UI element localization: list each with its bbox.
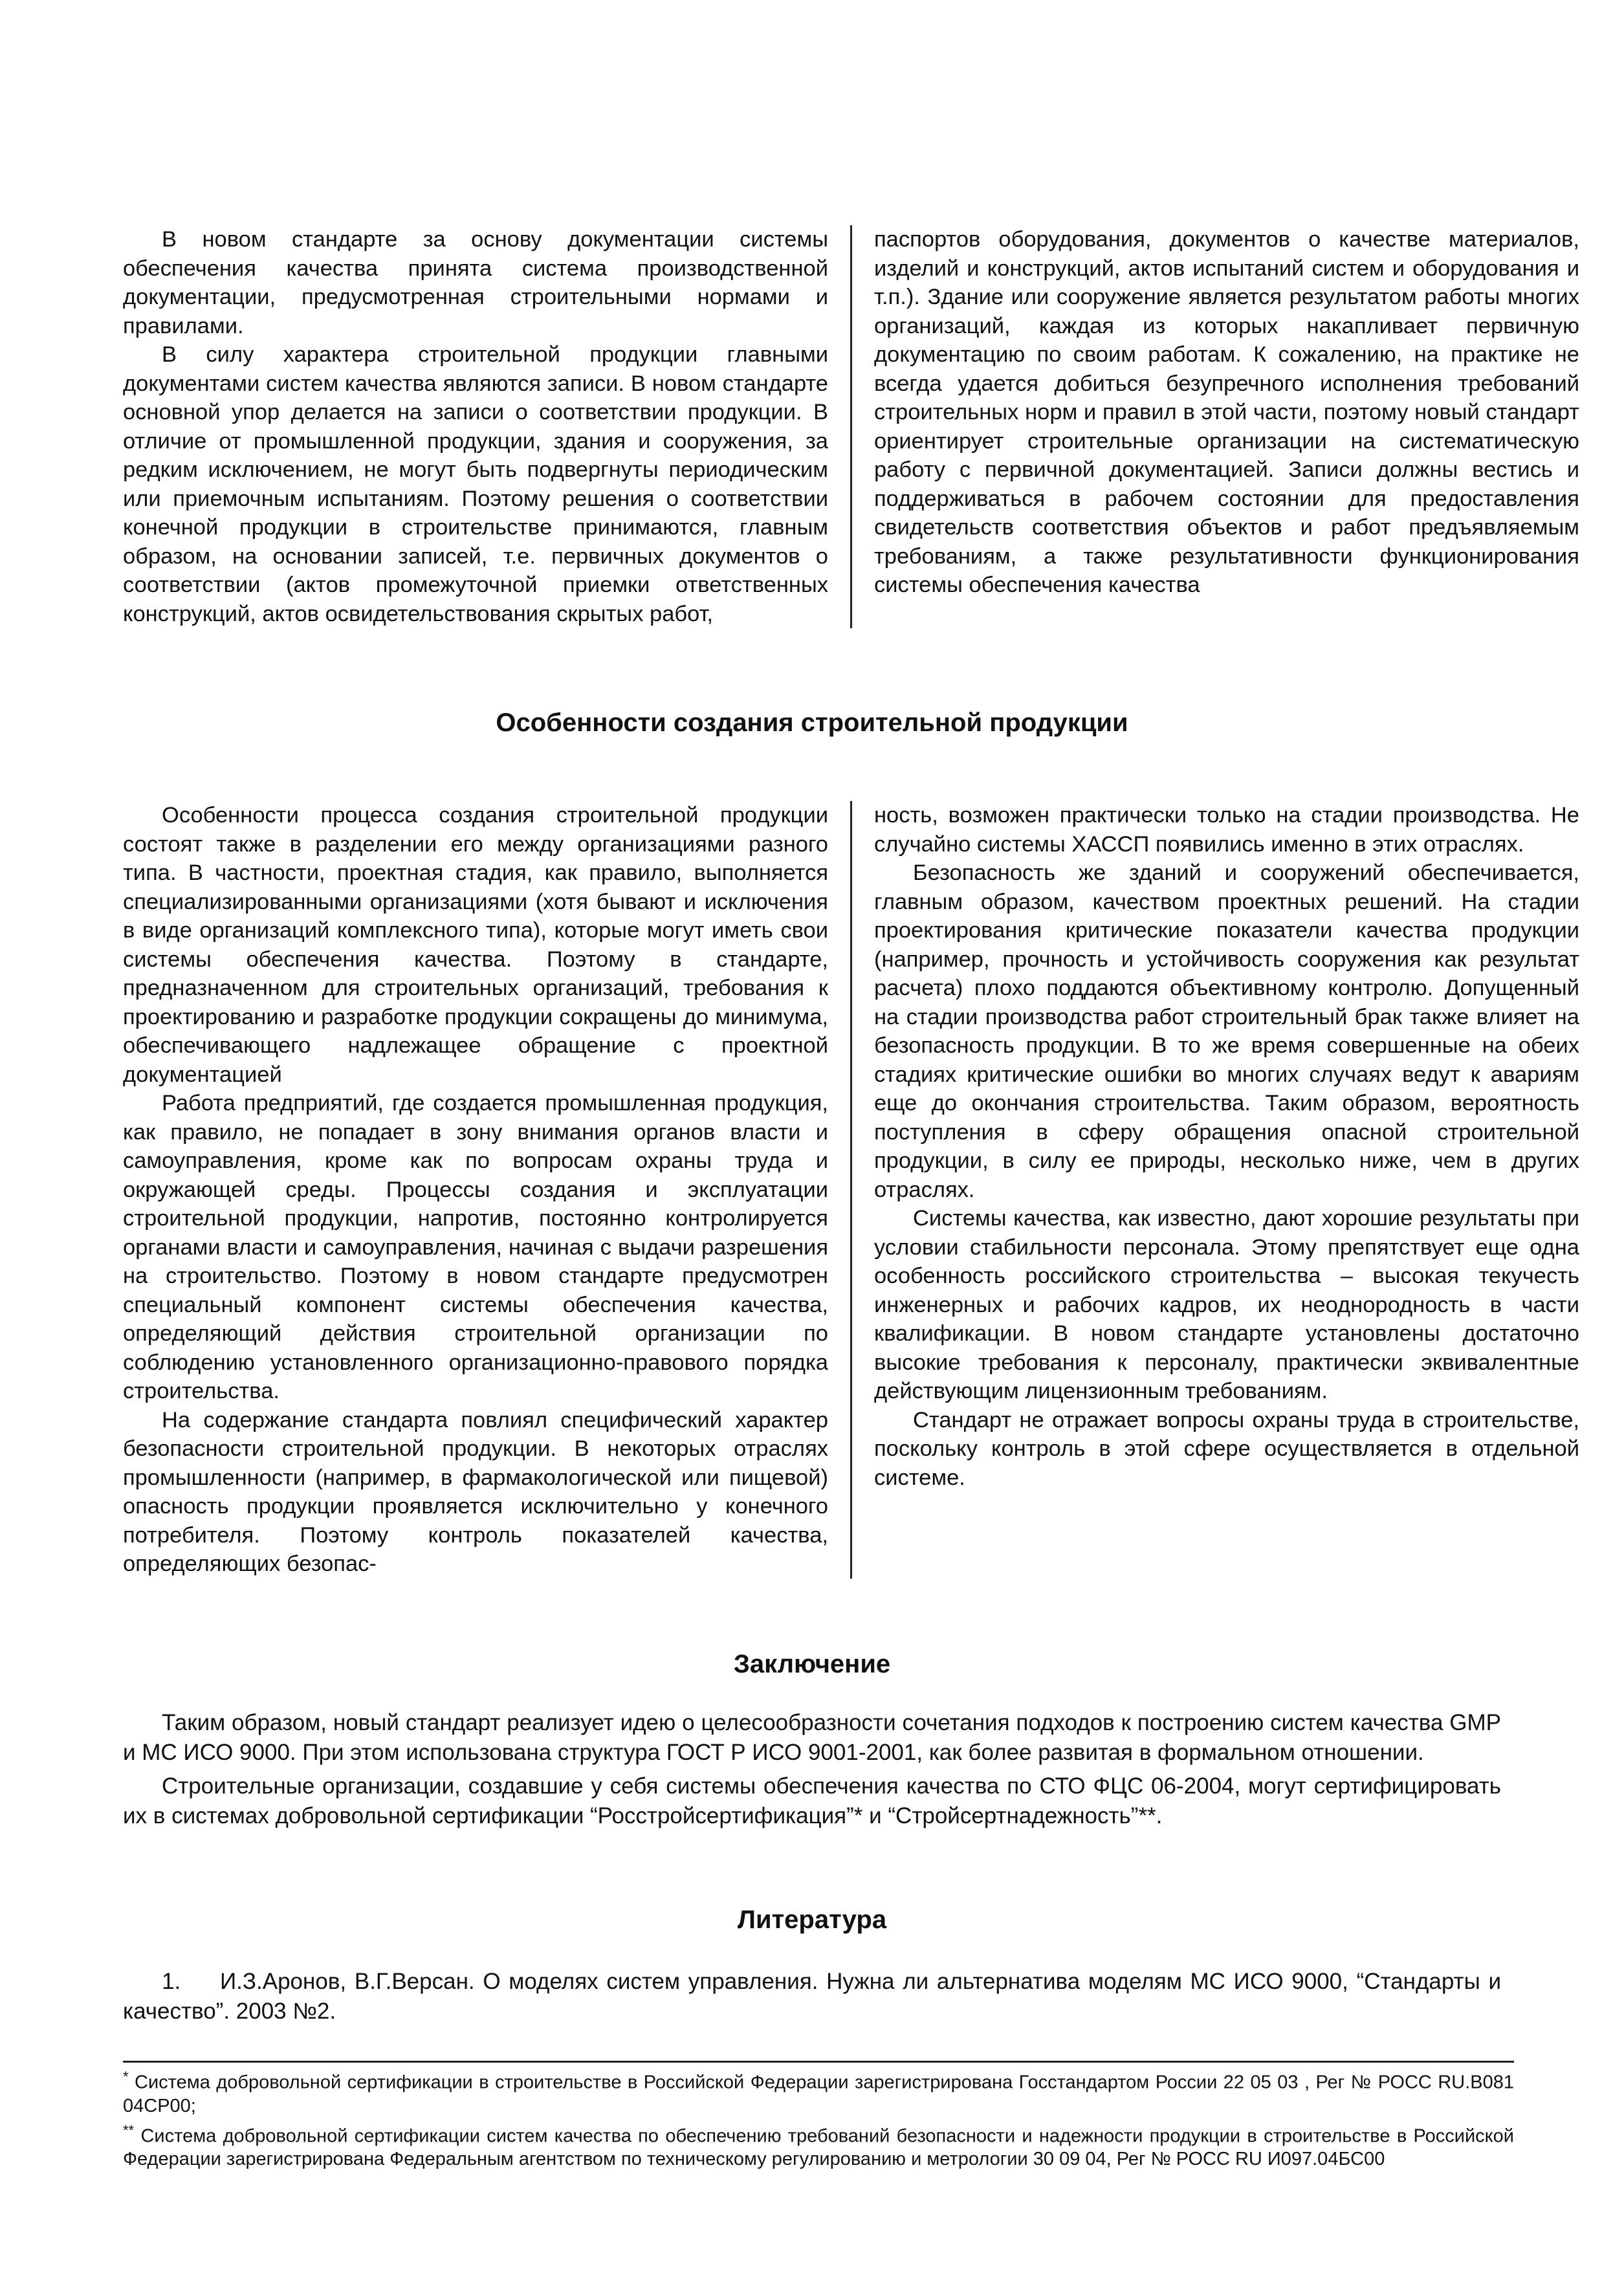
paragraph: Безопасность же зданий и сооружений обеспечивается, главным образом, качеством проектных решений. На стадии проектирования критические показатели качества продукции (например, прочность и устойчивость сооружения как результат расчета) плохо поддаются объективному контролю. Допущенный на стадии производства работ строительный брак также влияет на безопасность продукции. В то же время совершенные на обеих стадиях критические ошибки во многих случаях ведут к авариям еще до окончания строительства. Таким образом, вероятность поступления в сферу обращения опасной строительной продукции, в силу ее природы, несколько ниже, чем в других отраслях. — [874, 861, 1579, 1202]
literature-item-number: 1. — [162, 1969, 181, 1994]
conclusion-heading: Заключение — [733, 1650, 891, 1678]
footnotes — [123, 2065, 1514, 2172]
footnote — [123, 2065, 1514, 2118]
paragraph: В силу характера строительной продукции главными документами систем качества являются записи. В новом стандарте основной упор делается на записи о соответствии продукции. В отличие от промышленной продукции, здания и сооружения, за редким исключением, не могут быть подвергнуты периодическим или приемочным испытаниям. Поэтому решения о соответствии конечной продукции в строительстве принимаются, главным образом, на основании записей, т.е. первичных документов о соответствии (актов промежуточной приемки ответственных конструкций, актов освидетельствования скрытых работ, — [123, 342, 828, 626]
footnote — [123, 2119, 1514, 2171]
footnote-text: Система добровольной сертификации в строительстве в Российской Федерации зарегистрирована Госстандартом России 22 05 03 , Рег № РОСС RU.В081 04СР00; — [123, 2072, 1514, 2116]
paragraph: паспортов оборудования, документов о качестве материалов, изделий и конструкций, актов испытаний систем и оборудования и т.п.). Здание или сооружение является результатом работы многих организаций, каждая из которых накапливает первичную документацию по своим работам. К сожалению, на практике не всегда удается добиться безупречного исполнения требований строительных норм и правил в этой части, поэтому новый стандарт ориентирует строительные организации на систематическую работу с первичной документацией. Записи должны вестись и поддерживаться в рабочем состоянии для предоставления свидетельств соответствия объектов и работ предъявляемым требованиям, а также результативности функционирования системы обеспечения качества — [874, 227, 1579, 597]
paragraph: На содержание стандарта повлиял специфический характер безопасности строительной продукции. В некоторых отраслях промышленности (например, в фармакологической или пищевой) опасность продукции проявляется исключительно у конечного потребителя. Поэтому контроль показателей качества, определяющих безопас- — [123, 1407, 828, 1576]
section-left-column — [123, 801, 852, 1579]
footnote-text: Система добровольной сертификации систем качества по обеспечению требований безопасности и надежности продукции в строительстве в Российской Федерации зарегистрирована Федеральным агентством по техническому регулированию и метрологии 30 09 04, Рег № РОСС RU И097.04БС00 — [123, 2125, 1514, 2170]
paragraph: Строительные организации, создавшие у себя системы обеспечения качества по СТО ФЦС 06-2004, могут сертифицировать их в системах добровольной сертификации “Росстройсертификация”* и “Стройсертнадежность”**. — [123, 1773, 1501, 1828]
paragraph: Стандарт не отражает вопросы охраны труда в строительстве, поскольку контроль в этой сфере осуществляется в отдельной системе. — [874, 1407, 1579, 1490]
footnote-divider — [123, 2061, 1514, 2063]
top-right-column — [852, 225, 1579, 628]
paragraph: Особенности процесса создания строительной продукции состоят также в разделении его между организациями разного типа. В частности, проектная стадия, как правило, выполняется специализированными организациями (хотя бывают и исключения в виде организаций комплексного типа), которые могут иметь свои системы обеспечения качества. Поэтому в стандарте, предназначенном для строительных организаций, требования к проектированию и разработке продукции сокращены до минимума, обеспечивающего надлежащее обращение с проектной документацией — [123, 803, 828, 1087]
footnote-mark: * — [123, 2068, 129, 2085]
conclusion-body — [123, 1708, 1501, 1835]
literature-item-text: И.З.Аронов, В.Г.Версан. О моделях систем управления. Нужна ли альтернатива моделям МС ИСО 9000, “Стандарты и качество”. 2003 №2. — [123, 1969, 1501, 2024]
literature-item — [123, 1967, 1501, 2026]
top-left-column — [123, 225, 852, 628]
section-right-column — [852, 801, 1579, 1579]
section-columns — [123, 801, 1579, 1579]
top-columns — [123, 225, 1579, 628]
section-heading: Особенности создания строительной продукции — [496, 708, 1128, 737]
paragraph: Работа предприятий, где создается промышленная продукция, как правило, не попадает в зону внимания органов власти и самоуправления, кроме как по вопросам охраны труда и окружающей среды. Процессы создания и эксплуатации строительной продукции, напротив, постоянно контролируется органами власти и самоуправления, начиная с выдачи разрешения на строительство. Поэтому в новом стандарте предусмотрен специальный компонент системы обеспечения качества, определяющий действия строительной организации по соблюдению установленного организационно-правового порядка строительства. — [123, 1091, 828, 1403]
literature-heading: Литература — [737, 1905, 887, 1934]
paragraph: Таким образом, новый стандарт реализует идею о целесообразности сочетания подходов к построению систем качества GMP и МС ИСО 9000. При этом использована структура ГОСТ Р ИСО 9001-2001, как более развитая в формальном отношении. — [123, 1710, 1501, 1765]
paragraph: В новом стандарте за основу документации системы обеспечения качества принята система производственной документации, предусмотренная строительными нормами и правилами. — [123, 227, 828, 338]
footnote-mark: ** — [123, 2122, 135, 2138]
paragraph: Системы качества, как известно, дают хорошие результаты при условии стабильности персонала. Этому препятствует еще одна особенность российского строительства – высокая текучесть инженерных и рабочих кадров, их неоднородность в части квалификации. В новом стандарте установлены достаточно высокие требования к персоналу, практически эквивалентные действующим лицензионным требованиям. — [874, 1206, 1579, 1403]
paragraph: ность, возможен практически только на стадии производства. Не случайно системы ХАССП появились именно в этих отраслях. — [874, 803, 1579, 857]
